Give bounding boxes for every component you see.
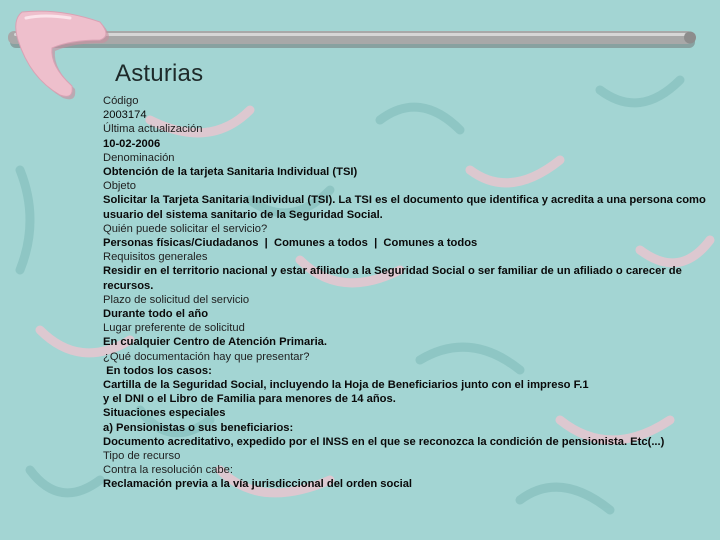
- slide-title: Asturias: [115, 60, 204, 87]
- documentation-line: Cartilla de la Seguridad Social, incluyendo la Hoja de Beneficiarios junto con el impreso F.1: [103, 379, 589, 392]
- field-label-codigo: Código: [103, 95, 139, 107]
- procedure-details: [103, 94, 715, 492]
- field-label-denominacion: Denominación: [103, 151, 175, 164]
- documentation-line: Documento acreditativo, expedido por el INSS en el que se reconozca la condición de pensionista. Etc(...): [103, 435, 665, 448]
- recurso-value: Reclamación previa a la vía jurisdiccional del orden social: [103, 478, 413, 491]
- documentation-line: a) Pensionistas o sus beneficiarios:: [103, 421, 294, 434]
- recurso-label: Tipo de recurso: [103, 450, 181, 463]
- boomerang-logo: [16, 11, 109, 99]
- documentation-line: Situaciones especiales: [103, 407, 226, 420]
- field-value-objeto: Solicitar la Tarjeta Sanitaria Individual (TSI). La TSI es el documento que identifica y acredita a una persona como usuario del sistema sanitario de la Seguridad Social.: [103, 194, 706, 221]
- title-bar: [8, 31, 693, 44]
- documentation-line: y el DNI o el Libro de Familia para menores de 14 años.: [103, 393, 396, 406]
- field-value-codigo: 2003174: [103, 109, 147, 122]
- field-label-ultima-actualizacion: Última actualización: [103, 123, 203, 136]
- field-value-requisitos: Residir en el territorio nacional y estar afiliado a la Seguridad Social o ser familiar de un afiliado o carecer de recursos.: [103, 265, 682, 292]
- documentation-line: En todos los casos:: [103, 364, 212, 377]
- title-bar-highlight: [14, 33, 686, 36]
- field-label-quien-solicita: Quién puede solicitar el servicio?: [103, 222, 268, 235]
- field-label-plazo: Plazo de solicitud del servicio: [103, 293, 250, 306]
- swoosh-teal-6: [30, 470, 100, 493]
- documentation-label: ¿Qué documentación hay que presentar?: [103, 350, 310, 363]
- field-label-lugar: Lugar preferente de solicitud: [103, 322, 245, 335]
- field-label-requisitos: Requisitos generales: [103, 251, 208, 264]
- field-value-plazo: Durante todo el año: [103, 308, 209, 321]
- field-value-denominacion: Obtención de la tarjeta Sanitaria Individual (TSI): [103, 166, 358, 179]
- swoosh-teal-1: [20, 170, 30, 270]
- recurso-sublabel: Contra la resolución cabe:: [103, 464, 233, 477]
- field-label-objeto: Objeto: [103, 180, 136, 193]
- field-value-ultima-actualizacion: 10-02-2006: [103, 137, 161, 150]
- field-value-lugar: En cualquier Centro de Atención Primaria.: [103, 336, 328, 349]
- field-value-quien-solicita: Personas físicas/Ciudadanos | Comunes a todos | Comunes a todos: [103, 237, 478, 250]
- title-bar-end-cap: [684, 32, 696, 44]
